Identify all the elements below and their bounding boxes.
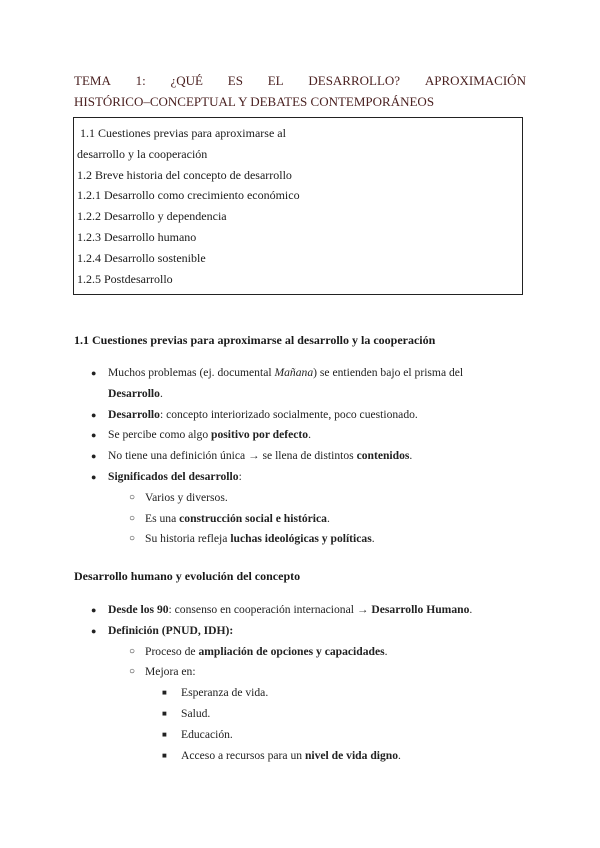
sub-list-item: ○ Varios y diversos. (0, 488, 600, 509)
bullet-disc: ● (91, 625, 97, 636)
toc-item: 1.2.3 Desarrollo humano (77, 229, 197, 244)
bullet-circle: ○ (129, 491, 136, 503)
list-item: ● Se percibe como algo positivo por defecto. (0, 425, 600, 446)
list-item: ● Definición (PNUD, IDH): (0, 621, 600, 642)
toc-item: 1.2.1 Desarrollo como crecimiento económico (77, 188, 300, 203)
sub-sub-list-item: ■ Salud. (0, 704, 600, 725)
title-line-1: TEMA 1: ¿QUÉ ES EL DESARROLLO? APROXIMACIÓN (74, 73, 526, 88)
sub-sub-list-item: ■ Esperanza de vida. (0, 683, 600, 704)
bullet-disc: ● (91, 430, 97, 441)
toc-item: 1.2 Breve historia del concepto de desarrollo (77, 167, 292, 182)
bullet-square: ■ (162, 729, 167, 739)
section-1-list (0, 363, 600, 550)
title-line-2: HISTÓRICO–CONCEPTUAL Y DEBATES CONTEMPORÁNEOS (74, 94, 435, 109)
sub-sub-list-item: ■ Acceso a recursos para un nivel de vida digno. (0, 746, 600, 767)
bullet-square: ■ (162, 750, 167, 760)
bullet-circle: ○ (129, 533, 136, 545)
bullet-disc: ● (91, 409, 97, 420)
list-item: ● No tiene una definición única → se llena de distintos contenidos. (0, 446, 600, 467)
toc-item: 1.2.4 Desarrollo sostenible (77, 250, 206, 265)
bullet-circle: ○ (129, 666, 136, 678)
list-item-continuation: Desarrollo. (108, 386, 163, 400)
toc-item: 1.2.5 Postdesarrollo (77, 271, 173, 286)
bullet-circle: ○ (129, 645, 136, 657)
table-of-contents (73, 117, 523, 295)
bullet-disc: ● (91, 605, 97, 615)
bullet-disc: ● (91, 451, 97, 462)
toc-item: 1.1 Cuestiones previas para aproximarse al (77, 126, 286, 140)
list-item: ● Desde los 90: consenso en cooperación internacional → Desarrollo Humano. (0, 600, 600, 621)
bullet-circle: ○ (129, 512, 136, 524)
bullet-disc: ● (91, 471, 97, 482)
list-item: ● Muchos problemas (ej. documental Mañana) se entienden bajo el prisma del (0, 363, 600, 384)
bullet-disc: ● (91, 368, 97, 378)
list-item: ● Desarrollo: concepto interiorizado socialmente, poco cuestionado. (0, 405, 600, 426)
section-heading-2: Desarrollo humano y evolución del concepto (74, 569, 301, 583)
sub-sub-list-item: ■ Educación. (0, 725, 600, 746)
list-item: ● Significados del desarrollo: (0, 467, 600, 488)
sub-list-item: ○ Su historia refleja luchas ideológicas y políticas. (0, 529, 600, 550)
toc-item: 1.2.2 Desarrollo y dependencia (77, 209, 227, 224)
section-2-list (0, 600, 600, 766)
bullet-square: ■ (162, 688, 167, 698)
section-heading-1: 1.1 Cuestiones previas para aproximarse al desarrollo y la cooperación (74, 333, 436, 347)
toc-item: desarrollo y la cooperación (77, 146, 208, 161)
bullet-square: ■ (162, 708, 167, 718)
sub-list-item: ○ Proceso de ampliación de opciones y capacidades. (0, 642, 600, 663)
sub-list-item: ○ Mejora en: (0, 662, 600, 683)
page-title (74, 70, 526, 112)
sub-list-item: ○ Es una construcción social e histórica. (0, 509, 600, 530)
